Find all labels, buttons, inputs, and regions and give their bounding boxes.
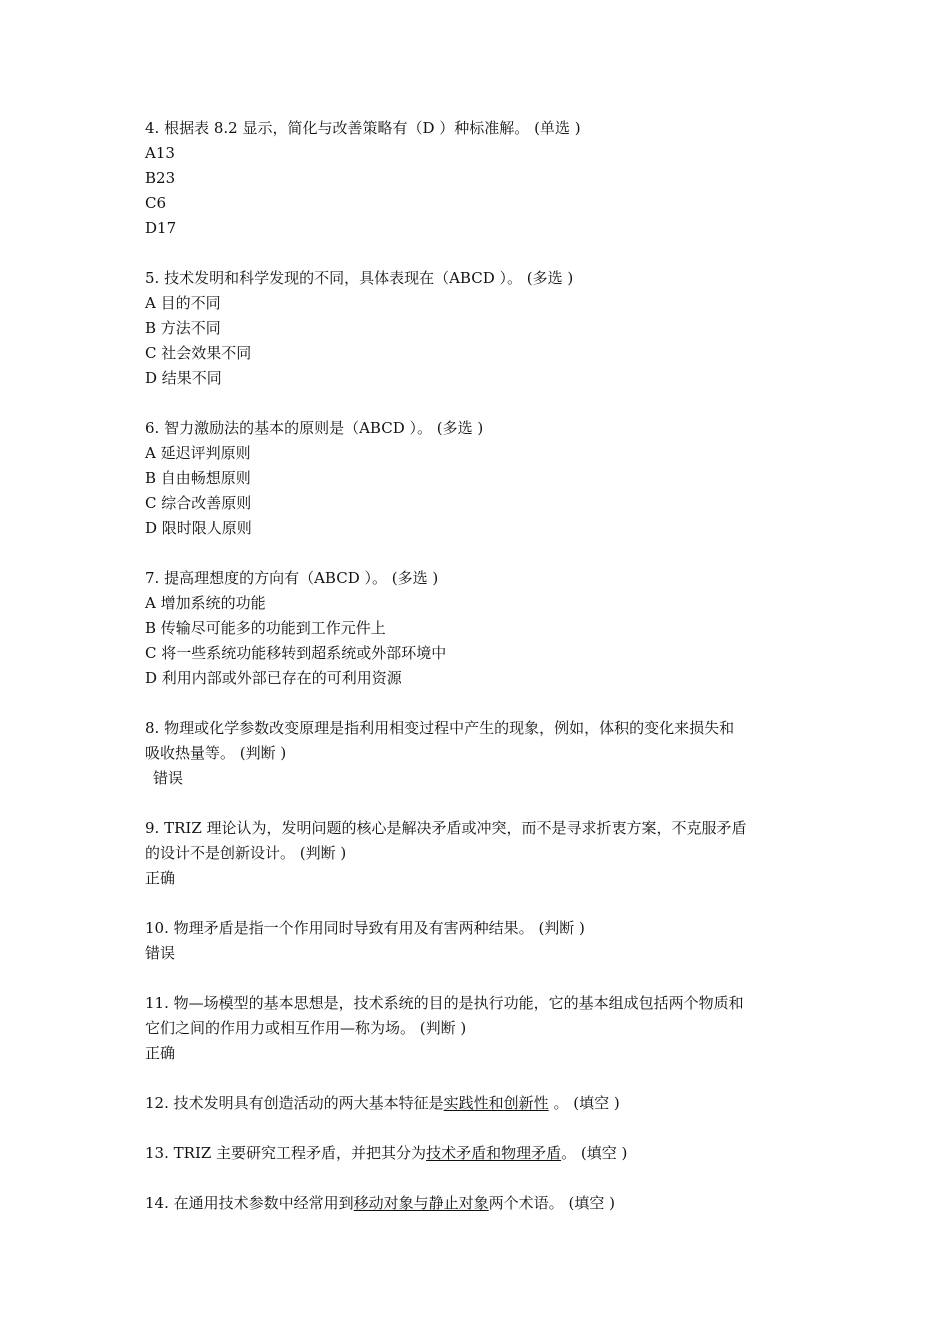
option: C 社会效果不同	[145, 344, 252, 362]
question-type: (多选 )	[526, 269, 574, 287]
question-text: 物理或化学参数改变原理是指利用相变过程中产生的现象，例如，体积的变化来损失和	[164, 719, 735, 737]
question-number: 12.	[145, 1094, 169, 1112]
question-number: 10.	[145, 919, 169, 937]
question-text: TRIZ 理论认为，发明问题的核心是解决矛盾或冲突，而不是寻求折衷方案，不克服矛盾	[164, 819, 747, 837]
option: A 延迟评判原则	[145, 444, 251, 462]
question-4	[145, 116, 825, 141]
option: C 综合改善原则	[145, 494, 252, 512]
option: D 限时限人原则	[145, 519, 252, 537]
option: B23	[145, 169, 176, 187]
question-6	[145, 416, 825, 441]
question-text-end: 。	[548, 1094, 569, 1112]
option: C6	[145, 194, 167, 212]
question-text: 的设计不是创新设计。	[145, 844, 296, 862]
question-9-continued	[145, 841, 825, 866]
document-page	[145, 116, 825, 1216]
question-number: 14.	[145, 1194, 169, 1212]
question-text-end: 。	[561, 1144, 577, 1162]
question-number: 8.	[145, 719, 160, 737]
option: B 传输尽可能多的功能到工作元件上	[145, 619, 386, 637]
question-number: 11.	[145, 994, 169, 1012]
question-text: 它们之间的作用力或相互作用—称为场。	[145, 1019, 416, 1037]
answer: 正确	[145, 869, 176, 887]
question-type: (填空 )	[573, 1094, 620, 1112]
question-type: (判断 )	[299, 844, 347, 862]
question-number: 6.	[145, 419, 160, 437]
question-type: (填空 )	[568, 1194, 615, 1212]
answer: 正确	[145, 1044, 176, 1062]
fill-in-answer: 实践性和创新性	[443, 1094, 549, 1112]
question-10	[145, 916, 825, 941]
question-text: 在通用技术参数中经常用到	[173, 1194, 354, 1212]
question-8-continued	[145, 741, 825, 766]
option: A13	[145, 144, 175, 162]
question-number: 4.	[145, 119, 160, 137]
question-number: 9.	[145, 819, 160, 837]
question-number: 13.	[145, 1144, 169, 1162]
option: C 将一些系统功能移转到超系统或外部环境中	[145, 644, 447, 662]
question-12	[145, 1091, 825, 1116]
question-text: TRIZ 主要研究工程矛盾，并把其分为	[173, 1144, 427, 1162]
question-text: 提高理想度的方向有（ABCD ）。	[164, 569, 388, 587]
question-type: (多选 )	[436, 419, 484, 437]
question-type: (多选 )	[391, 569, 439, 587]
question-11	[145, 991, 825, 1016]
question-type: (单选 )	[534, 119, 581, 137]
answer: 错误	[153, 769, 184, 787]
question-text: 技术发明具有创造活动的两大基本特征是	[173, 1094, 444, 1112]
question-text: 物—场模型的基本思想是，技术系统的目的是执行功能，它的基本组成包括两个物质和	[173, 994, 744, 1012]
fill-in-answer: 技术矛盾和物理矛盾	[426, 1144, 562, 1162]
question-number: 5.	[145, 269, 160, 287]
option: B 方法不同	[145, 319, 221, 337]
question-text-end: 两个术语。	[488, 1194, 564, 1212]
question-text: 吸收热量等。	[145, 744, 236, 762]
question-13	[145, 1141, 825, 1166]
answer: 错误	[145, 944, 176, 962]
question-5	[145, 266, 825, 291]
question-type: (判断 )	[239, 744, 287, 762]
question-number: 7.	[145, 569, 160, 587]
option: A 目的不同	[145, 294, 221, 312]
question-type: (判断 )	[538, 919, 585, 937]
question-11-continued	[145, 1016, 825, 1041]
question-14	[145, 1191, 825, 1216]
option: D 利用内部或外部已存在的可利用资源	[145, 669, 402, 687]
option: D 结果不同	[145, 369, 222, 387]
option: A 增加系统的功能	[145, 594, 266, 612]
question-type: (填空 )	[580, 1144, 628, 1162]
question-type: (判断 )	[419, 1019, 467, 1037]
option: B 自由畅想原则	[145, 469, 251, 487]
option: D17	[145, 219, 177, 237]
question-text: 技术发明和科学发现的不同，具体表现在（ABCD ）。	[164, 269, 523, 287]
fill-in-answer: 移动对象与静止对象	[353, 1194, 489, 1212]
question-text: 物理矛盾是指一个作用同时导致有用及有害两种结果。	[173, 919, 534, 937]
question-9	[145, 816, 825, 841]
question-8	[145, 716, 825, 741]
question-text: 智力激励法的基本的原则是（ABCD ）。	[164, 419, 433, 437]
question-text: 根据表 8.2 显示，简化与改善策略有（D ）种标准解。	[164, 119, 530, 137]
question-7	[145, 566, 825, 591]
